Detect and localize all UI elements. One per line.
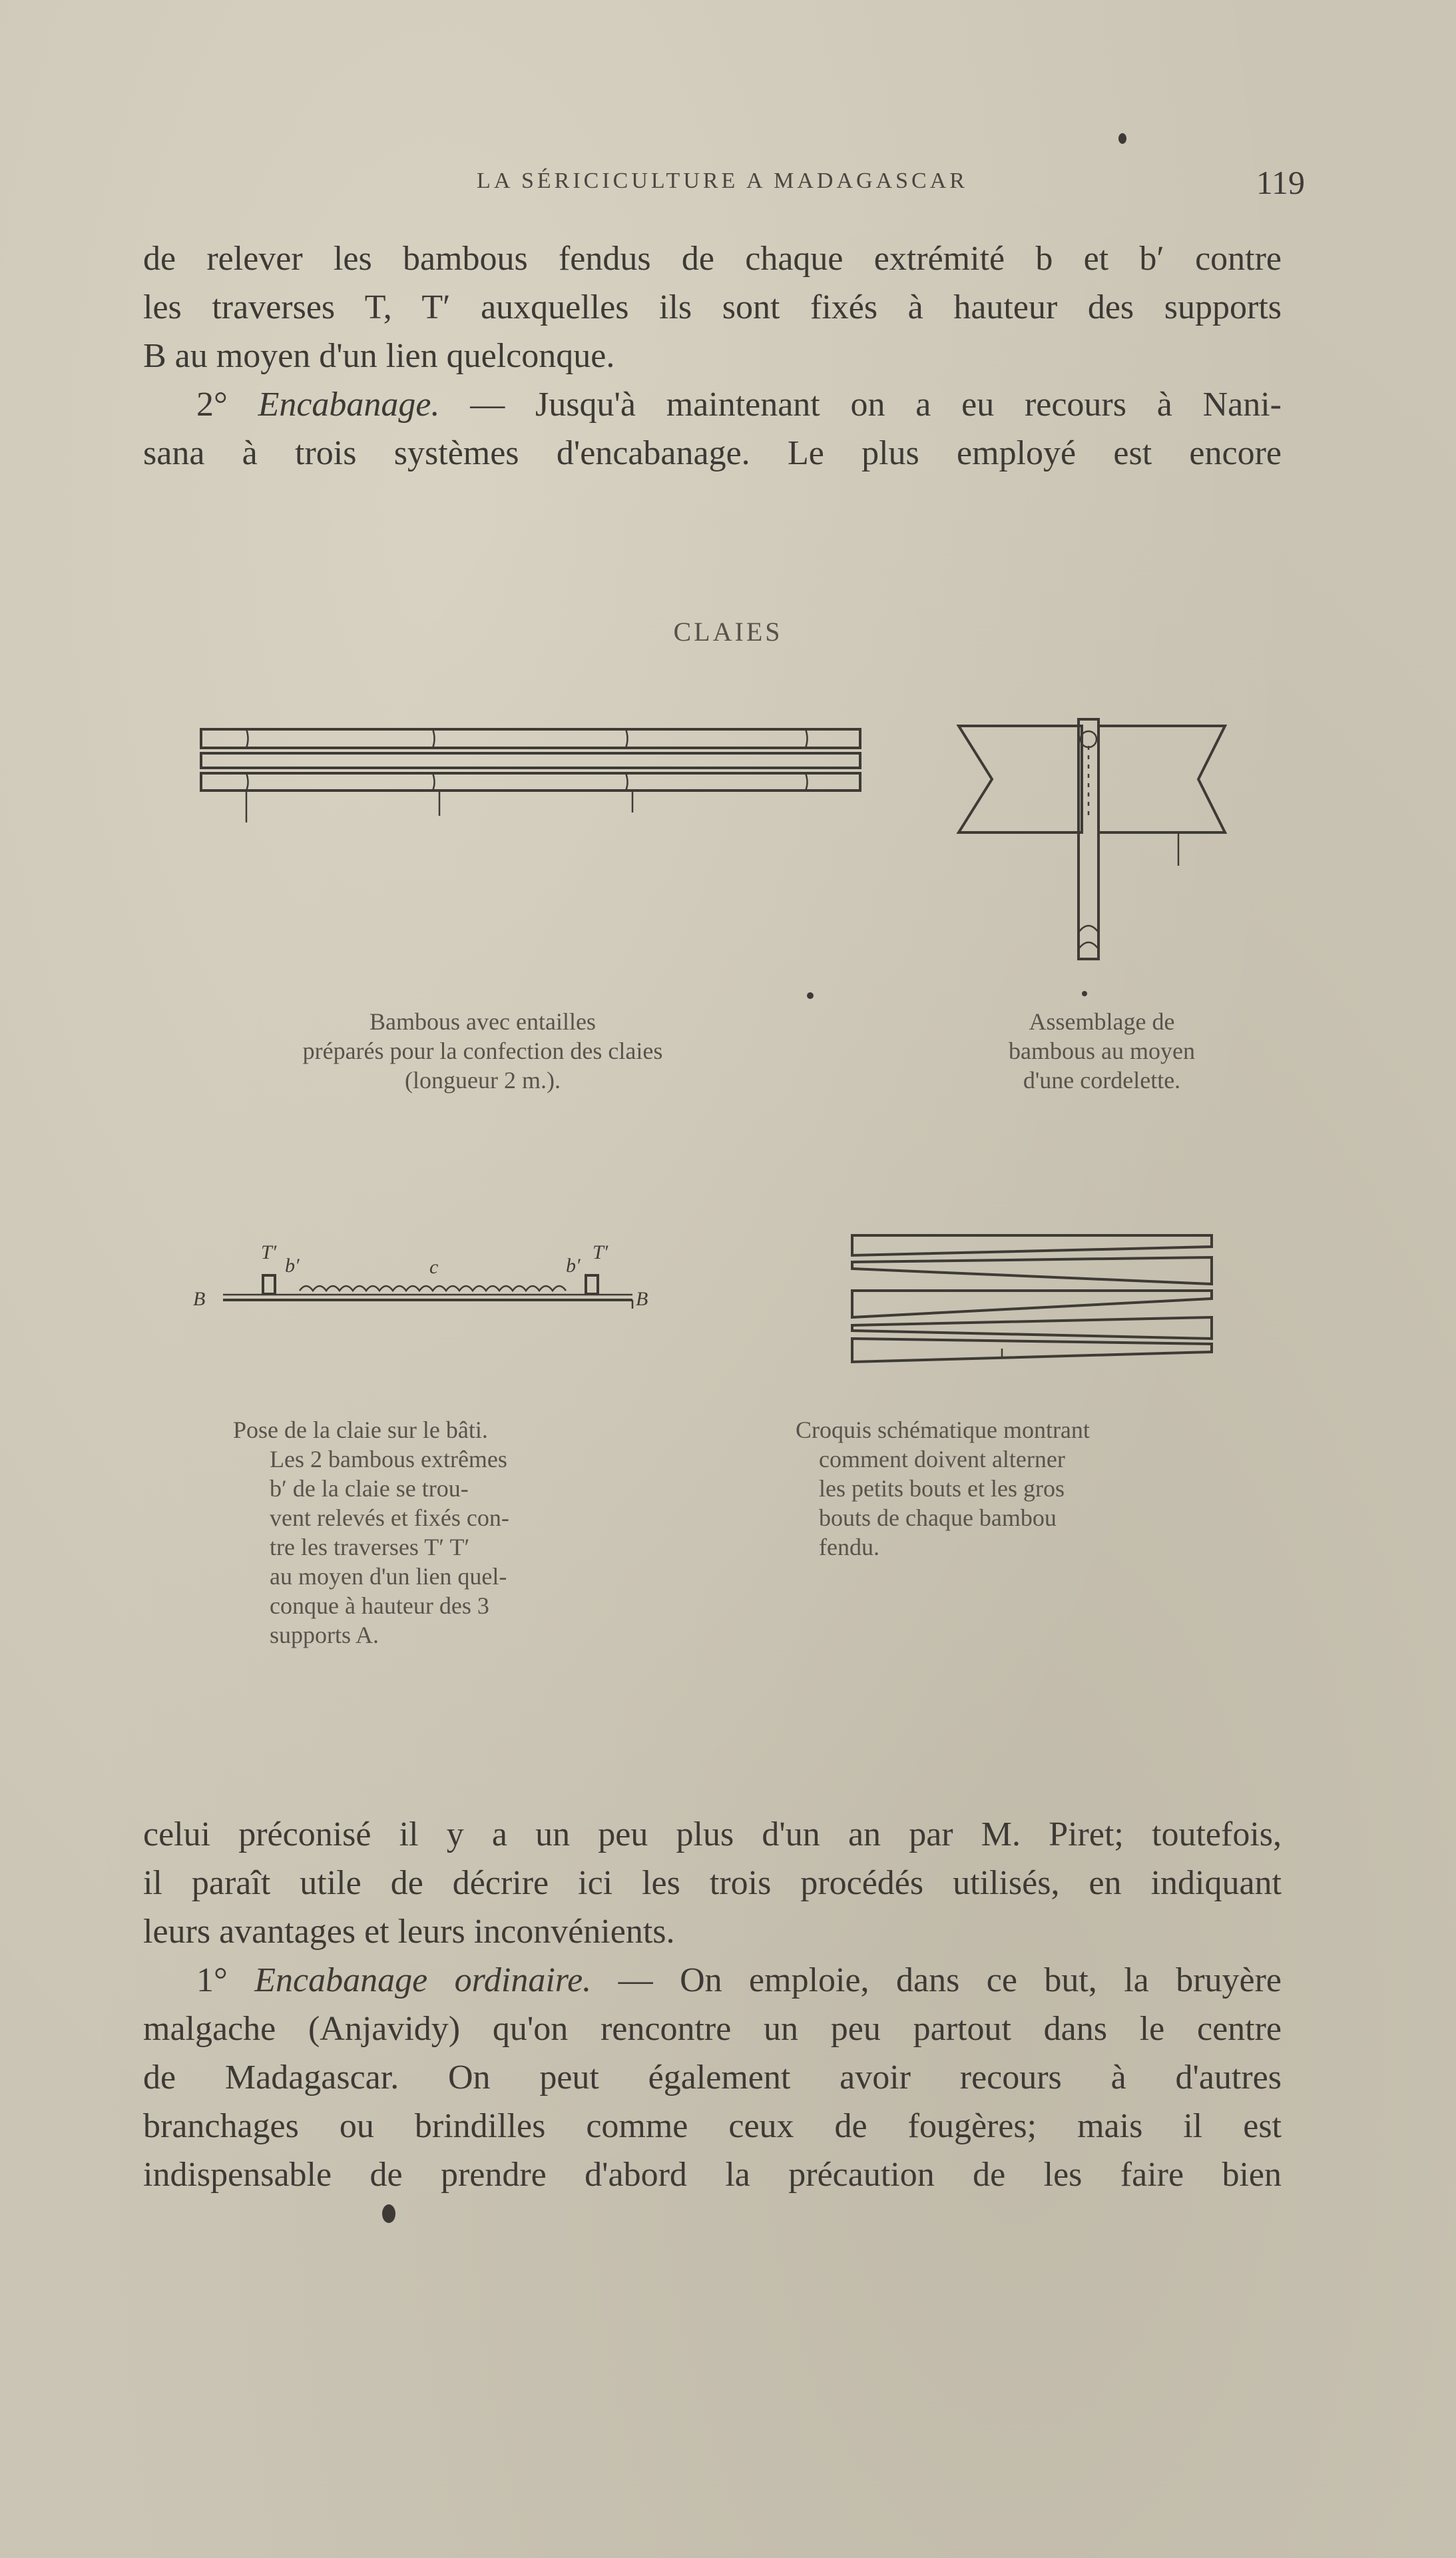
caption-claie-on-frame bbox=[233, 1415, 632, 1650]
caption-line: comment doivent alterner bbox=[819, 1446, 1065, 1472]
figure-title: CLAIES bbox=[673, 617, 783, 647]
text-fragment: — On emploie, dans ce but, la bruyère bbox=[591, 1961, 1282, 1999]
text-line: de Madagascar. On peut également avoir recours à d'autres bbox=[143, 2059, 1282, 2096]
caption-line: préparés pour la confection des claies bbox=[302, 1038, 663, 1064]
section-title-encabanage: Encabanage. bbox=[258, 386, 440, 424]
text-line: indispensable de prendre d'abord la précaution de les faire bien bbox=[143, 2156, 1282, 2194]
caption-line: (longueur 2 m.). bbox=[405, 1067, 561, 1094]
text-line-section-heading bbox=[143, 380, 1282, 429]
label-B-left: B bbox=[193, 1288, 206, 1310]
label-T-left: T′ bbox=[261, 1241, 277, 1263]
sketch-claie-on-frame bbox=[193, 1239, 672, 1319]
ink-speck bbox=[382, 2204, 395, 2223]
caption-line: Bambous avec entailles bbox=[369, 1008, 596, 1035]
caption-line: Pose de la claie sur le bâti. bbox=[233, 1417, 488, 1443]
label-B-right: B bbox=[636, 1288, 648, 1310]
label-b-right: b′ bbox=[566, 1255, 581, 1277]
caption-line: supports A. bbox=[270, 1622, 379, 1648]
caption-line: b′ de la claie se trou- bbox=[270, 1475, 469, 1502]
caption-line: tre les traverses T′ T′ bbox=[270, 1534, 470, 1560]
text-line: malgache (Anjavidy) qu'on rencontre un peu partout dans le centre bbox=[143, 2010, 1282, 2048]
paragraph-top bbox=[143, 234, 1282, 478]
ink-speck bbox=[807, 992, 814, 999]
label-c: c bbox=[429, 1256, 439, 1278]
ink-speck bbox=[1118, 133, 1126, 144]
caption-line: bouts de chaque bambou bbox=[819, 1504, 1057, 1531]
caption-line: d'une cordelette. bbox=[1023, 1067, 1181, 1094]
caption-bamboos-notched bbox=[200, 1007, 766, 1095]
paragraph-bottom bbox=[143, 1810, 1282, 2199]
caption-alternating-ends bbox=[796, 1415, 1262, 1562]
text-line: sana à trois systèmes d'encabanage. Le plus employé est encore bbox=[143, 434, 1282, 472]
text-line: de relever les bambous fendus de chaque extrémité b et b′ contre bbox=[143, 240, 1282, 278]
caption-line: fendu. bbox=[819, 1534, 879, 1560]
section-number: 2° bbox=[196, 386, 258, 424]
caption-line: au moyen d'un lien quel- bbox=[270, 1563, 507, 1590]
section-number: 1° bbox=[196, 1961, 255, 1999]
text-fragment: — Jusqu'à maintenant on a eu recours à Nani- bbox=[439, 386, 1282, 424]
page-number: 119 bbox=[1256, 164, 1305, 201]
caption-line: Les 2 bambous extrêmes bbox=[270, 1446, 507, 1472]
caption-line: les petits bouts et les gros bbox=[819, 1475, 1065, 1502]
caption-line: Croquis schématique montrant bbox=[796, 1417, 1090, 1443]
caption-line: vent relevés et fixés con- bbox=[270, 1504, 509, 1531]
sketch-alternating-ends bbox=[849, 1232, 1222, 1372]
page-header bbox=[133, 163, 1312, 210]
text-line: les traverses T, T′ auxquelles ils sont fixés à hauteur des supports bbox=[143, 288, 1282, 326]
text-line: leurs avantages et leurs inconvénients. bbox=[143, 1913, 675, 1951]
sketch-bamboo-assembly bbox=[952, 719, 1232, 972]
caption-line: bambous au moyen bbox=[1009, 1038, 1195, 1064]
label-b-left: b′ bbox=[285, 1255, 300, 1277]
caption-line: Assemblage de bbox=[1029, 1008, 1175, 1035]
ink-speck bbox=[1082, 991, 1087, 996]
caption-bamboo-assembly bbox=[919, 1007, 1285, 1095]
sketch-bamboos-notched bbox=[200, 723, 865, 829]
section-title-encabanage-ordinaire: Encabanage ordinaire. bbox=[254, 1961, 592, 1999]
running-title: LA SÉRICICULTURE A MADAGASCAR bbox=[477, 168, 968, 193]
text-line: branchages ou brindilles comme ceux de fougères; mais il est bbox=[143, 2107, 1282, 2145]
text-line-section-heading bbox=[143, 1956, 1282, 2005]
text-line: il paraît utile de décrire ici les trois procédés utilisés, en indiquant bbox=[143, 1864, 1282, 1902]
caption-line: conque à hauteur des 3 bbox=[270, 1592, 489, 1619]
label-T-right: T′ bbox=[593, 1241, 608, 1263]
text-line: celui préconisé il y a un peu plus d'un an par M. Piret; toutefois, bbox=[143, 1815, 1282, 1853]
text-line: B au moyen d'un lien quelconque. bbox=[143, 337, 615, 375]
